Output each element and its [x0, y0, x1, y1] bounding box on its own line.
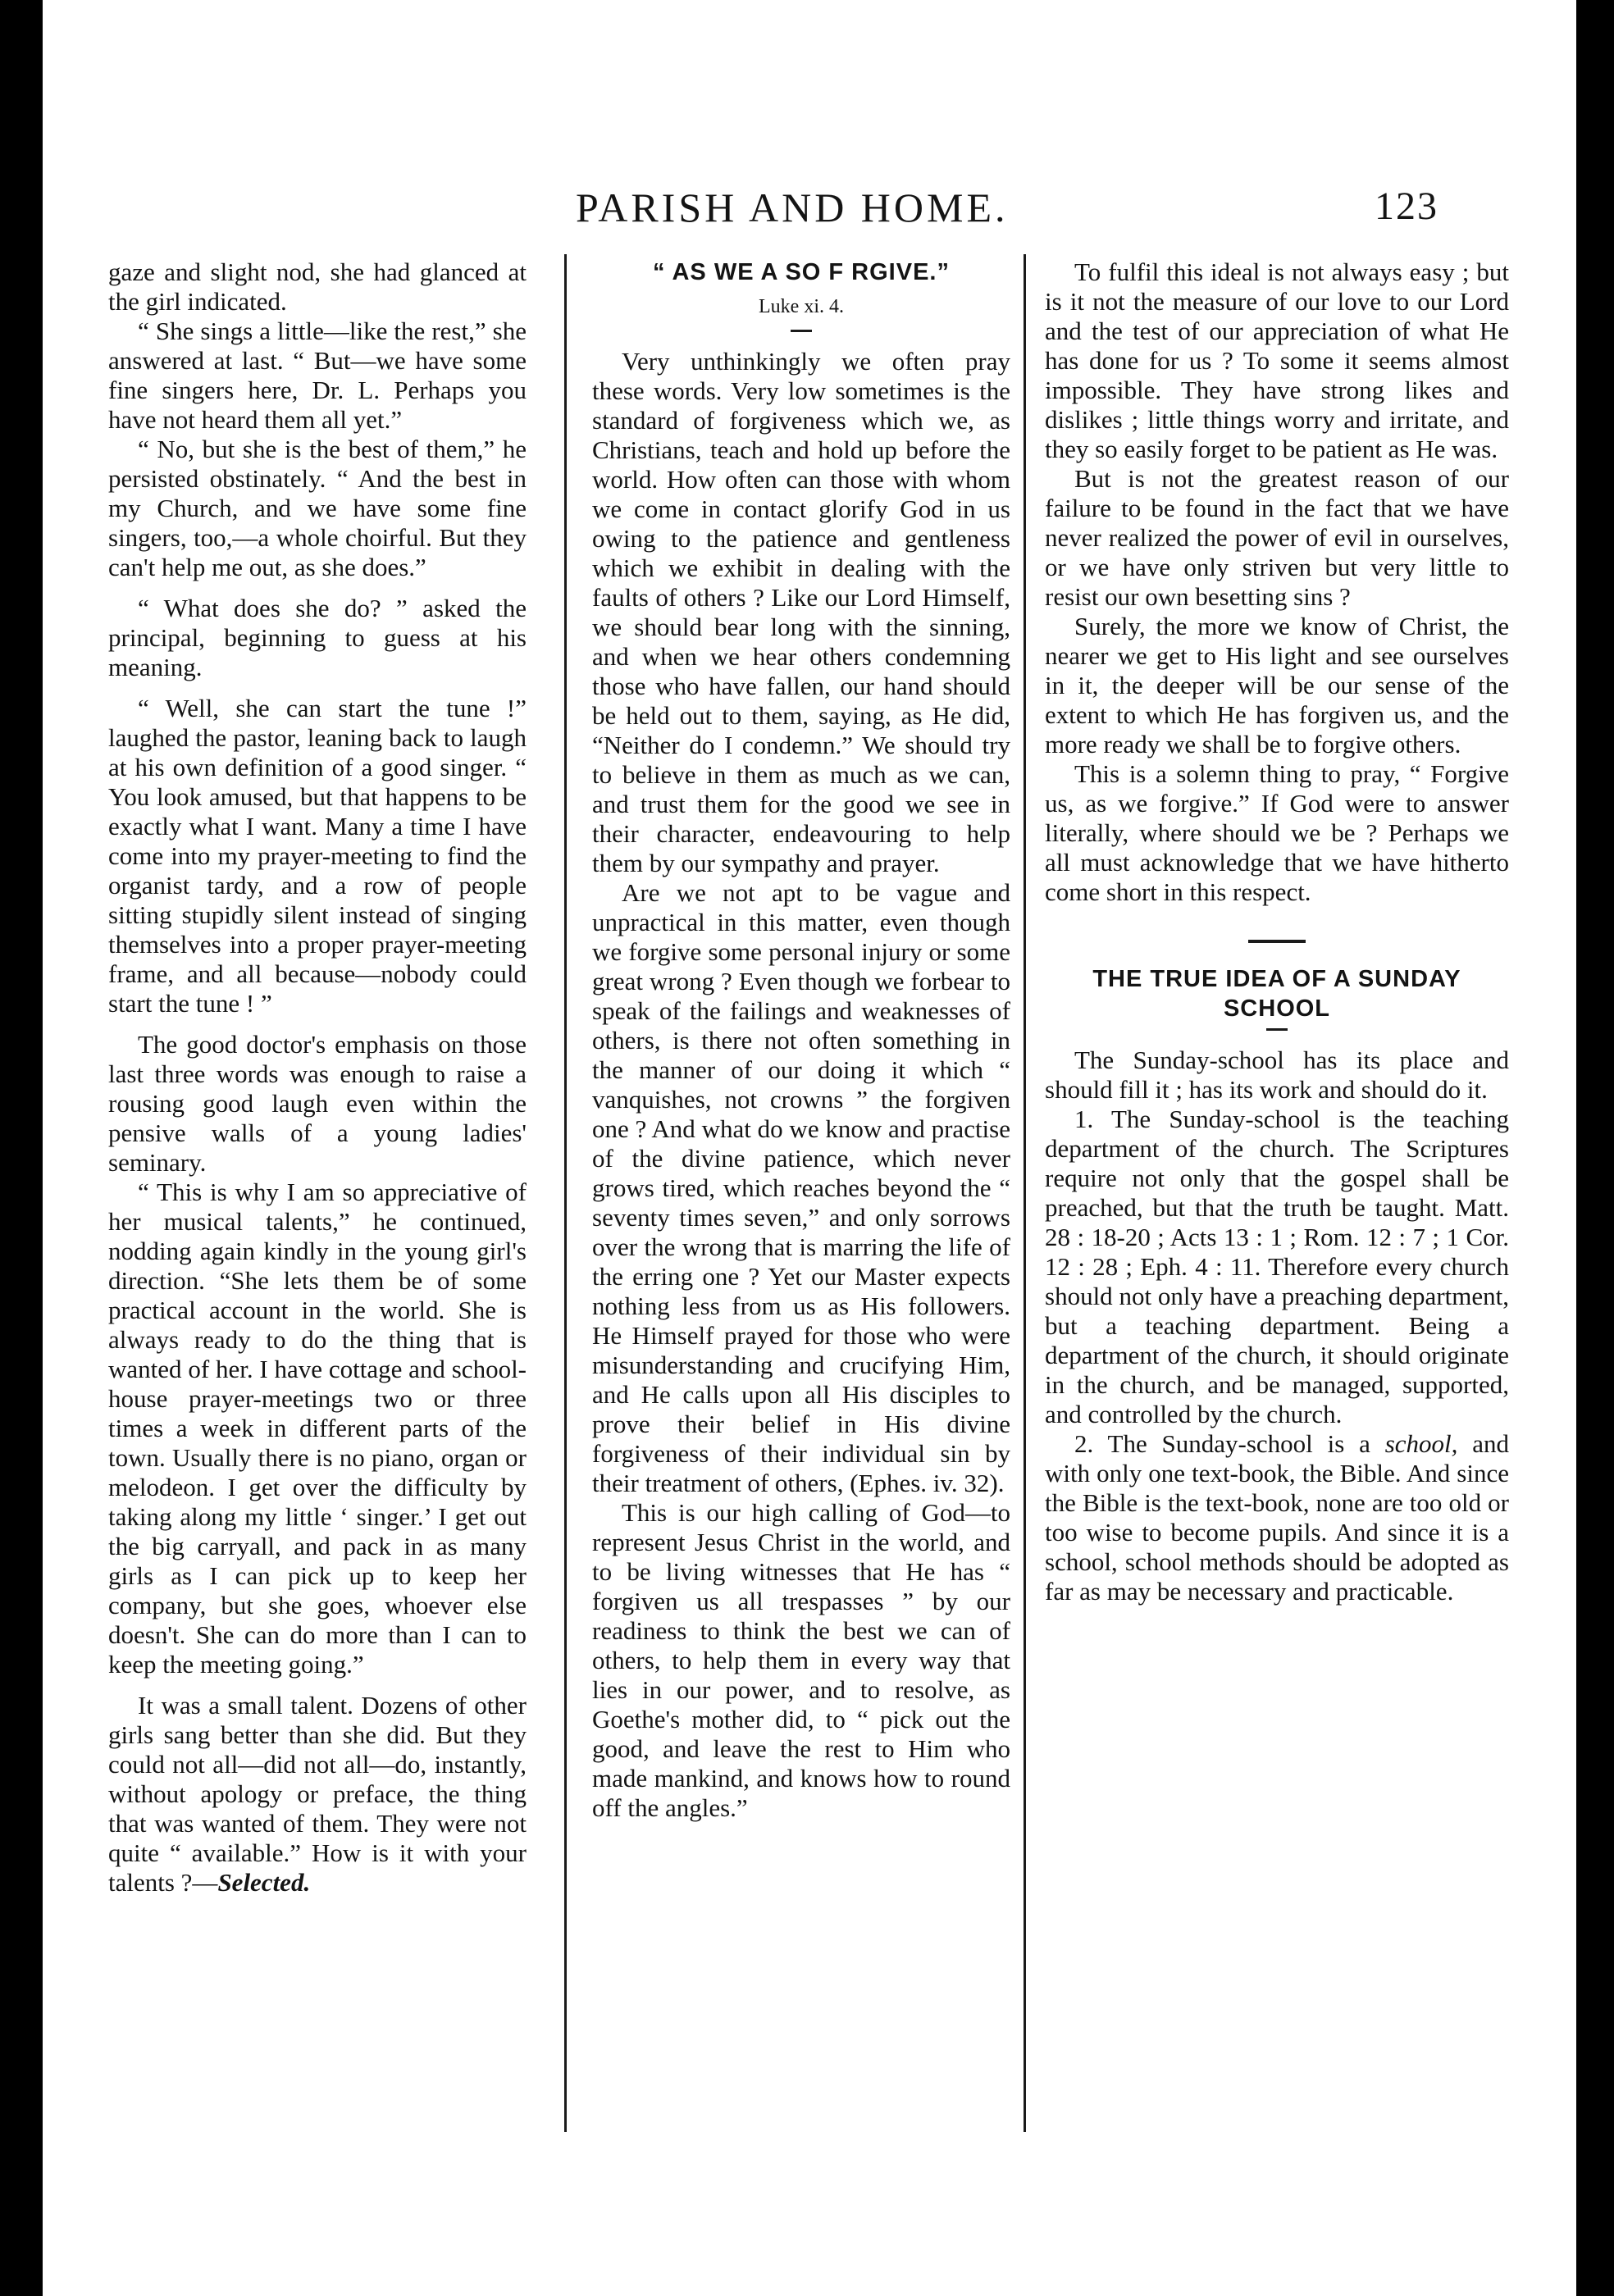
paragraph: “ No, but she is the best of them,” he persisted obstinately. “ And the best in my Church, and we have some fine singers, too,—a whole choirful. But they can't help me out, as she does.”	[108, 435, 527, 581]
section-heading: THE TRUE IDEA OF A SUNDAY SCHOOL	[1092, 966, 1461, 1022]
column-2	[592, 257, 1010, 1823]
paragraph: Surely, the more we know of Christ, the nearer we get to His light and see ourselves in it, the deeper will be our sense of the extent to which He has forgiven us, and the more ready we shall be to forgive others.	[1045, 612, 1509, 758]
running-title: PARISH AND HOME.	[576, 184, 1009, 230]
scripture-reference: Luke xi. 4.	[759, 296, 844, 317]
paragraph: Are we not apt to be vague and unpractical in this matter, even though we forgive some personal injury or some great wrong ? Even though we forbear to speak of the failings and weaknesses of others, is there not often something in the manner of our doing it which “ vanquishes, not crowns ” the forgiven one ? And what do we know and practise of the divine patience, which never grows tired, which reaches beyond the “ seventy times seven,” and only sorrows over the wrong that is marring the life of the erring one ? Yet our Master expects nothing less from us as His followers. He Himself prayed for those who were misunderstanding and crucifying Him, and He calls upon all His disciples to prove their belief in His divine forgiveness of their individual sin by their treatment of others, (Ephes. iv. 32).	[592, 878, 1010, 1497]
paragraph: This is our high calling of God—to represent Jesus Christ in the world, and to be living witnesses that He has “ forgiven us all trespasses ” by our readiness to think the best we can of others, to help them in every way that lies in our power, and to resolve, as Goethe's mother did, to “ pick out the good, and leave the rest to Him who made mankind, and knows how to round off the angles.”	[592, 1498, 1010, 1822]
paragraph: “ Well, she can start the tune !” laughed the pastor, leaning back to laugh at his own definition of a good singer. “ You look amused, but that happens to be exactly what I want. Many a time I have come into my prayer-meeting to find the organist tardy, and a row of people sitting stupidly silent instead of singing themselves into a proper prayer-meeting frame, and all because—nobody could start the tune ! ”	[108, 694, 527, 1018]
paragraph: This is a solemn thing to pray, “ Forgive us, as we forgive.” If God were to answer literally, where should we be ? Perhaps we all must acknowledge that we have hitherto come short in this respect.	[1045, 759, 1509, 906]
paragraph: “ This is why I am so appreciative of her musical talents,” he continued, nodding again kindly in the young girl's direction. “She lets them be of some practical account in the world. She is always ready to do the thing that is wanted of her. I have cottage and school-house prayer-meetings two or three times a week in different parts of the town. Usually there is no piano, organ or melodeon. I get over the difficulty by taking along my little ‘ singer.’ I get out the big carryall, and pack in as many girls as I can pick up to keep her company, but she goes, whoever else doesn't. She can do more than I can to keep the meeting going.”	[108, 1178, 527, 1679]
paragraph: 1. The Sunday-school is the teaching department of the church. The Scriptures require not only that the gospel shall be preached, but that the truth be taught. Matt. 28 : 18-20 ; Acts 13 : 1 ; Rom. 12 : 7 ; 1 Cor. 12 : 28 ; Eph. 4 : 11. Therefore every church should not only have a preaching department, but a teaching department. Being a department of the church, it should originate in the church, and be managed, supported, and controlled by the church.	[1045, 1105, 1509, 1428]
article-heading: “ AS WE A SO F RGIVE.”	[653, 259, 950, 285]
paragraph: The good doctor's emphasis on those last three words was enough to raise a rousing good laugh even within the pensive walls of a young ladies' seminary.	[108, 1030, 527, 1177]
heading-dash	[1266, 1028, 1288, 1031]
paragraph: Very unthinkingly we often pray these words. Very low sometimes is the standard of forgiveness which we, as Christians, teach and hold up before the world. How often can those with whom we come in contact glorify God in us owing to the patience and gentleness which we exhibit in dealing with the faults of others ? Like our Lord Himself, we should bear long with the sinning, and when we hear others condemning those who have fallen, our hand should be held out to them, saying, as He did, “Neither do I condemn.” We should try to believe in them as much as we can, and trust them for the good we see in their character, endeavouring to help them by our sympathy and prayer.	[592, 347, 1010, 877]
paragraph: To fulfil this ideal is not always easy ; but is it not the measure of our love to our Lord and the test of our appreciation of what He has done for us ? To some it seems almost impossible. They have strong likes and dislikes ; little things worry and irritate, and they so easily forget to be patient as He was.	[1045, 257, 1509, 463]
section-separator	[1248, 940, 1306, 943]
paragraph: “ She sings a little—like the rest,” she answered at last. “ But—we have some fine singers here, Dr. L. Perhaps you have not heard them all yet.”	[108, 317, 527, 434]
text: and with only one text-book, the Bible. And since the Bible is the text-book, none are too old or too wise to become pupils. And since it is a school, school methods should be adopted as far as may be necessary and practicable.	[1045, 1429, 1509, 1606]
paragraph: “ What does she do? ” asked the principal, beginning to guess at his meaning.	[108, 594, 527, 681]
closing-paragraph	[108, 1691, 527, 1897]
column-rule-2	[1024, 254, 1026, 2132]
paragraph	[1045, 1429, 1509, 1606]
column-1	[108, 257, 527, 1897]
italic-text: school,	[1384, 1429, 1458, 1458]
paragraph: The Sunday-school has its place and should fill it ; has its work and should do it.	[1045, 1046, 1509, 1104]
closing-text: It was a small talent. Dozens of other girls sang better than she did. But they could not all—did not all—do, instantly, without apology or preface, the thing that was wanted of them. They were not quite “ available.” How is it with your talents ?—	[108, 1691, 527, 1897]
newspaper-page	[43, 0, 1576, 2296]
paragraph: gaze and slight nod, she had glanced at the girl indicated.	[108, 257, 527, 316]
page-header	[43, 184, 1576, 241]
column-rule-1	[564, 254, 567, 2132]
column-3	[1045, 257, 1509, 1606]
heading-dash	[791, 330, 812, 332]
paragraph: But is not the greatest reason of our failure to be found in the fact that we have never realized the power of evil in ourselves, or we have only striven but very little to resist our own besetting sins ?	[1045, 464, 1509, 611]
scan-border	[1576, 0, 1614, 2296]
page-number: 123	[1375, 184, 1438, 228]
signature: Selected.	[217, 1868, 311, 1897]
text: 2. The Sunday-school is a	[1074, 1429, 1370, 1458]
